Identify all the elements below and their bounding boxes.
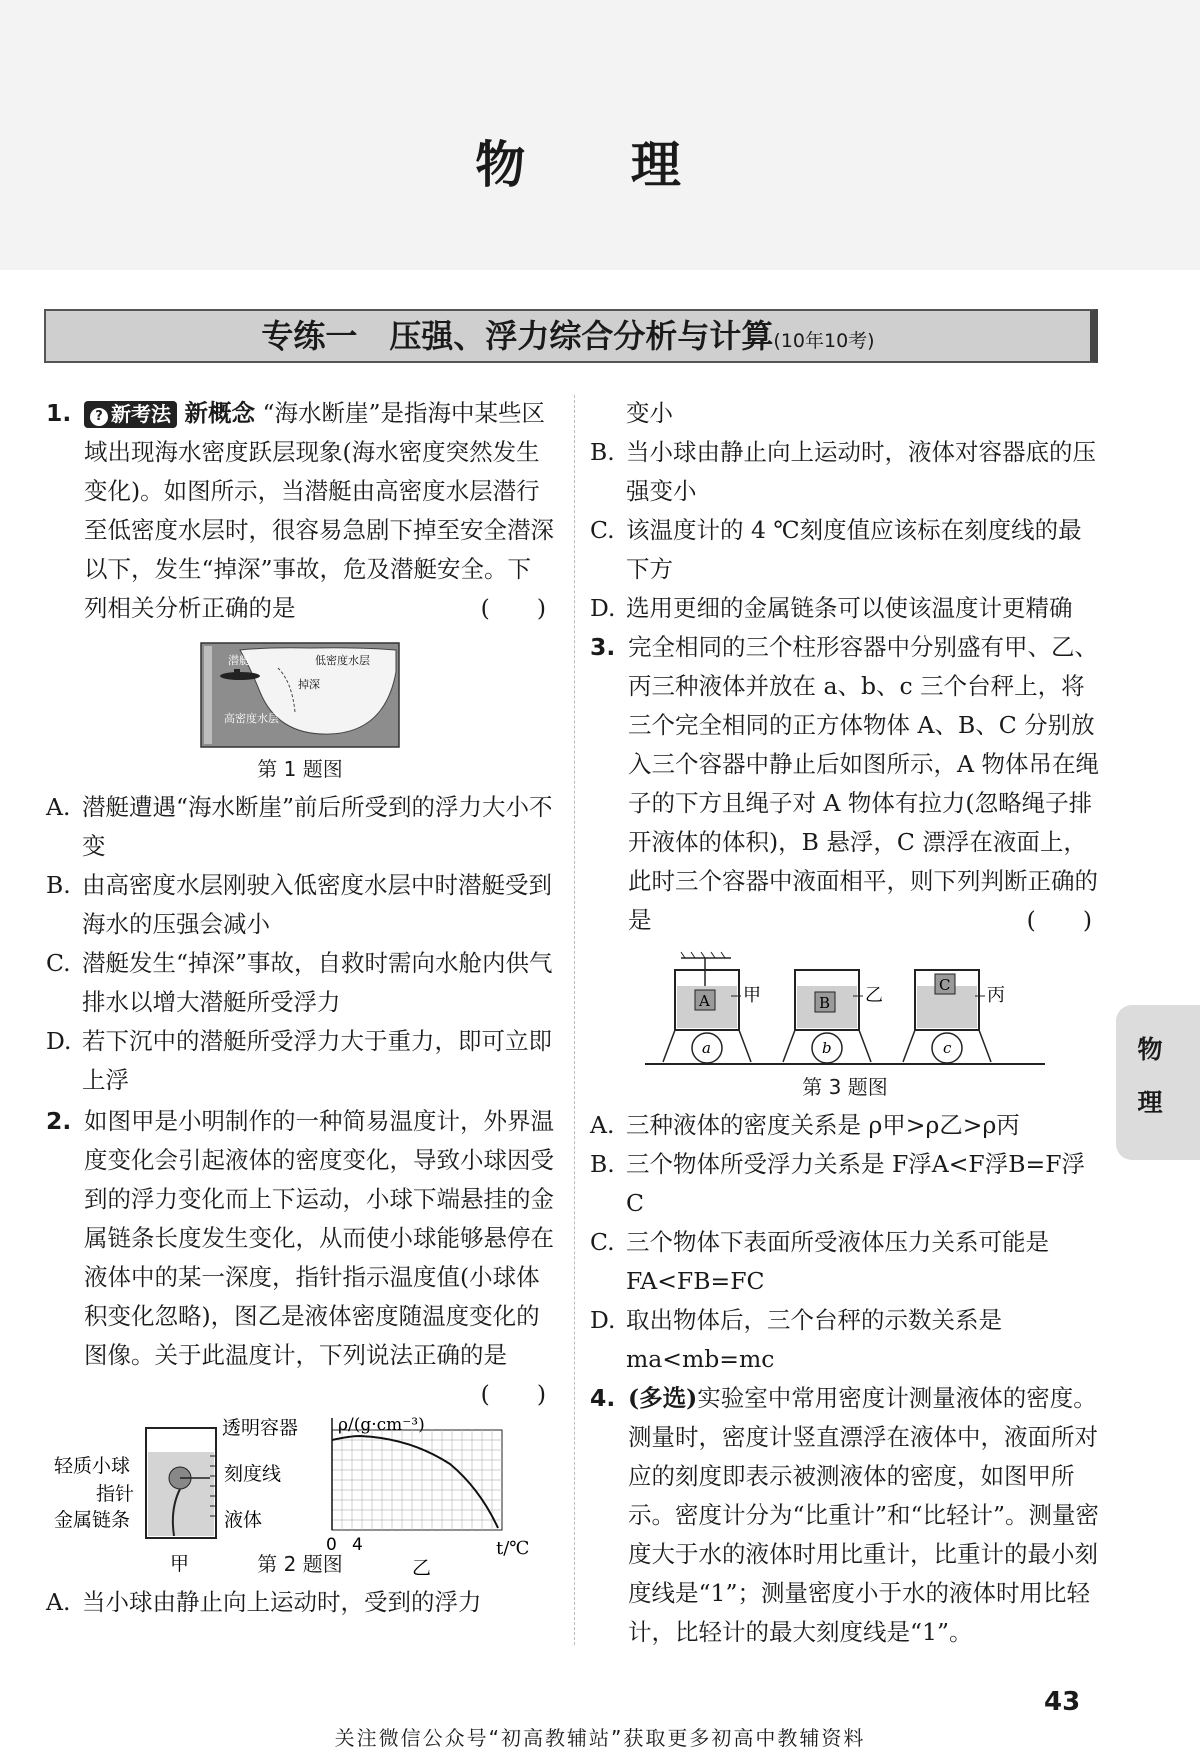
label-yi: 乙 — [865, 985, 883, 1006]
question-number: 3. — [590, 633, 616, 661]
option-c: C. 该温度计的 4 ℃刻度值应该标在刻度线的最下方 — [590, 516, 1082, 583]
option-a: A. 三种液体的密度关系是 ρ甲>ρ乙>ρ丙 — [590, 1111, 1020, 1139]
label-xlabel: t/℃ — [496, 1538, 530, 1559]
option-a: A. 潜艇遭遇“海水断崖”前后所受到的浮力大小不变 — [46, 793, 553, 860]
label-c: c — [943, 1039, 952, 1057]
option-d: D. 若下沉中的潜艇所受浮力大于重力，即可立即上浮 — [46, 1027, 552, 1094]
left-column — [46, 394, 554, 1622]
label-C: C — [939, 976, 951, 994]
question-3 — [590, 628, 1100, 940]
label-jia: 甲 — [170, 1553, 190, 1575]
figure-1 — [46, 642, 554, 752]
question-1-options — [46, 788, 554, 1100]
section-banner — [44, 309, 1098, 363]
label-A: A — [699, 992, 710, 1010]
banner-subtitle: (10年10考) — [773, 330, 875, 352]
option-c: C. 潜艇发生“掉深”事故，自救时需向水舱内供气排水以增大潜艇所受浮力 — [46, 949, 553, 1016]
footer-note: 关注微信公众号“初高教辅站”获取更多初高中教辅资料 — [334, 1726, 866, 1750]
question-stem: 完全相同的三个柱形容器中分别盛有甲、乙、丙三种液体并放在 a、b、c 三个台秤上，将三个完全相同的正方体物体 A、B、C 分别放入三个容器中静止后如图所示，A 物体吊在绳子的下方且绳子对 A 物体有拉力(忽略绳子排开液体的体积)，B 悬浮，C 漂浮在液面上，此时三个容器中液面相平，则下列判断正确的是 ( ) — [628, 628, 1100, 940]
sea-cliff-diagram — [200, 642, 400, 748]
option-d: D. 取出物体后，三个台秤的示数关系是 ma<mb=mc — [590, 1306, 1002, 1373]
option-b: B. 由高密度水层刚驶入低密度水层中时潜艇受到海水的压强会减小 — [46, 871, 552, 938]
answer-paren: ( ) — [1026, 906, 1092, 934]
option-a: A. 当小球由静止向上运动时，受到的浮力 — [46, 1588, 482, 1616]
label-ylabel: ρ/(g·cm⁻³) — [338, 1415, 425, 1435]
figure-3 — [590, 950, 1100, 1072]
question-4 — [590, 1379, 1100, 1652]
label-drop: 掉深 — [298, 678, 320, 691]
question-2 — [46, 1102, 554, 1408]
tag-label: 新概念 — [184, 399, 255, 427]
label-bing: 丙 — [987, 985, 1005, 1006]
question-stem: (多选)实验室中常用密度计测量液体的密度。测量时，密度计竖直漂浮在液体中，液面所对应的刻度即表示被测液体的密度，如图甲所示。密度计分为“比重计”和“比轻计”。测量密度大于水的液体时用比重计，比重计的最小刻度线是“1”；测量密度小于水的液体时用比轻计，比轻计的最大刻度线是“1”。 — [628, 1384, 1100, 1646]
option-c: C. 三个物体下表面所受液体压力关系可能是 FA<FB=FC — [590, 1228, 1049, 1295]
lightbulb-icon: ? — [90, 408, 108, 426]
question-1 — [46, 394, 554, 628]
multi-choice-tag: (多选) — [628, 1384, 698, 1412]
figure-1-caption: 第 1 题图 — [257, 757, 343, 781]
question-3-options — [590, 1106, 1100, 1379]
label-b: b — [822, 1039, 832, 1057]
figure-2-caption: 第 2 题图 — [257, 1552, 343, 1576]
option-b: B. 当小球由静止向上运动时，液体对容器底的压强变小 — [590, 438, 1096, 505]
label-high-density: 高密度水层 — [224, 712, 279, 725]
label-liquid: 液体 — [224, 1509, 263, 1531]
banner-title: 专练一 压强、浮力综合分析与计算 — [261, 317, 774, 355]
new-method-tag: ? 新考法 — [84, 401, 177, 428]
three-containers-diagram — [635, 950, 1055, 1070]
label-B: B — [819, 994, 831, 1012]
page-number: 43 — [1044, 1687, 1081, 1717]
label-low-density: 低密度水层 — [315, 654, 370, 667]
label-pointer: 指针 — [96, 1483, 135, 1505]
label-a: a — [702, 1039, 711, 1057]
question-number: 4. — [590, 1384, 616, 1412]
subject-side-tab: 物 理 — [1116, 1005, 1200, 1160]
right-column — [590, 394, 1100, 1652]
label-container: 透明容器 — [222, 1417, 299, 1439]
label-scale: 刻度线 — [224, 1463, 282, 1485]
question-stem: 如图甲是小明制作的一种简易温度计，外界温度变化会引起液体的密度变化，导致小球因受到的浮力变化而上下运动，小球下端悬挂的金属链条长度发生变化，从而使小球能够悬停在液体中的某一深度，指针指示温度值(小球体积变化忽略)，图乙是液体密度随温度变化的图像。关于此温度计，下列说法正确的是 ( ) — [84, 1102, 554, 1375]
column-divider — [574, 395, 575, 1645]
answer-paren: ( ) — [480, 1380, 546, 1408]
label-zero: 0 — [326, 1535, 337, 1555]
question-stem: ? 新考法 新概念 “海水断崖”是指海中某些区域出现海水密度跃层现象(海水密度突然发生变化)。如图所示，当潜艇由高密度水层潜行至低密度水层时，很容易急剧下掉至安全潜深以下，发生“掉深”事故，危及潜艇安全。下列相关分析正确的是 ( ) — [84, 394, 554, 628]
option-a-continued: 变小 — [626, 399, 673, 427]
answer-paren: ( ) — [480, 594, 546, 622]
density-graph — [326, 1415, 529, 1578]
label-yi: 乙 — [412, 1557, 432, 1578]
label-chain: 金属链条 — [54, 1509, 131, 1531]
label-ball: 轻质小球 — [54, 1455, 131, 1477]
question-number: 1. — [46, 399, 72, 427]
option-b: B. 三个物体所受浮力关系是 F浮A<F浮B=F浮C — [590, 1150, 1086, 1217]
page-title: 物 理 — [475, 136, 725, 194]
question-number: 2. — [46, 1107, 72, 1135]
figure-3-caption: 第 3 题图 — [802, 1075, 888, 1099]
label-sub: 潜艇 — [228, 654, 250, 667]
option-d: D. 选用更细的金属链条可以使该温度计更精确 — [590, 594, 1073, 622]
label-four: 4 — [352, 1535, 363, 1555]
label-jia: 甲 — [743, 985, 761, 1006]
